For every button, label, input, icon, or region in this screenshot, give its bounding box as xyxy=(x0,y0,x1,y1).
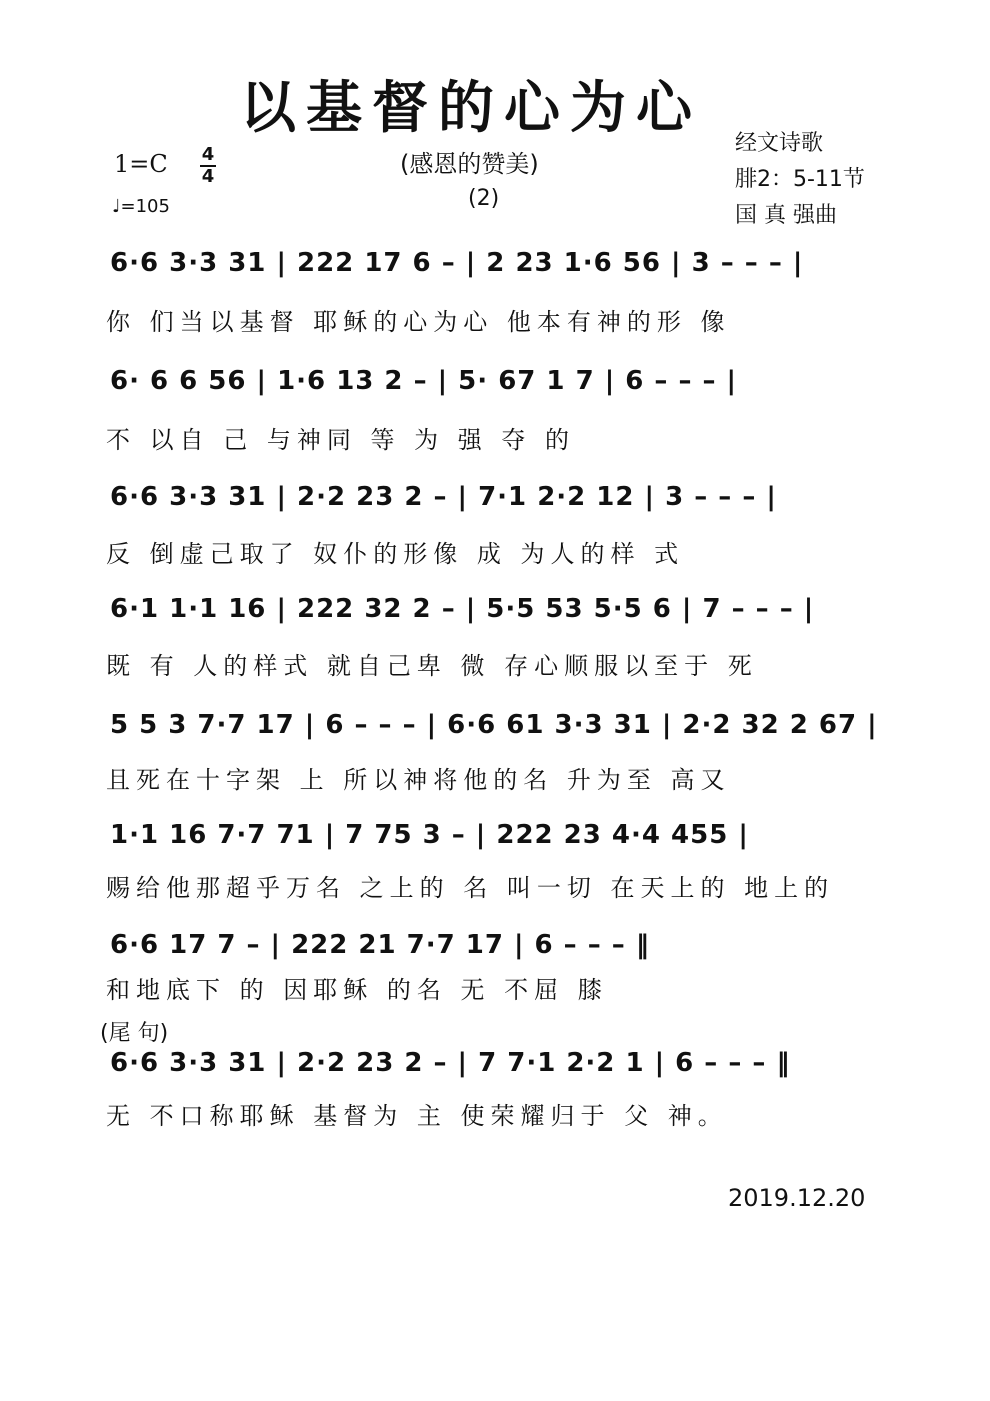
tempo-marking: ♩=105 xyxy=(112,196,170,217)
score-date: 2019.12.20 xyxy=(728,1184,866,1212)
coda-label: (尾 句) xyxy=(100,1021,169,1046)
time-signature-top: 4 xyxy=(201,144,215,165)
lyrics-row-6: 赐给他那超乎万名 之上的 名 叫一切 在天上的 地上的 xyxy=(106,874,835,902)
credit-scripture: 腓2：5-11节 xyxy=(735,167,865,192)
credits xyxy=(735,126,865,234)
key-signature: 1=C xyxy=(114,150,168,178)
notation-row-6: 1·1 16 7·7 71 | 7 75 3 – | 222 23 4·4 455 | xyxy=(110,820,749,850)
song-subtitle: (感恩的赞美) xyxy=(400,150,539,178)
lyrics-row-2: 不 以自 己 与神同 等 为 强 夺 的 xyxy=(106,426,576,454)
notation-row-2: 6· 6 6 56 | 1·6 13 2 – | 5· 67 1 7 | 6 – – – | xyxy=(110,366,738,396)
credit-genre: 经文诗歌 xyxy=(735,131,824,156)
lyrics-row-4: 既 有 人的样式 就自己卑 微 存心顺服以至于 死 xyxy=(106,652,758,680)
lyrics-row-3: 反 倒虚己取了 奴仆的形像 成 为人的样 式 xyxy=(106,540,685,568)
lyrics-row-5: 且死在十字架 上 所以神将他的名 升为至 高又 xyxy=(106,766,731,794)
notation-row-3: 6·6 3·3 31 | 2·2 23 2 – | 7·1 2·2 12 | 3 – – – | xyxy=(110,482,777,512)
lyrics-row-8: 无 不口称耶稣 基督为 主 使荣耀归于 父 神。 xyxy=(106,1102,728,1130)
song-title: 以基督的心为心 xyxy=(240,75,702,141)
notation-row-7: 6·6 17 7 – | 222 21 7·7 17 | 6 – – – ‖ xyxy=(110,930,650,960)
lyrics-row-7: 和地底下 的 因耶稣 的名 无 不屈 膝 xyxy=(106,976,608,1004)
credit-composer: 国 真 强曲 xyxy=(735,203,837,228)
notation-row-8: 6·6 3·3 31 | 2·2 23 2 – | 7 7·1 2·2 1 | 6 – – – ‖ xyxy=(110,1048,791,1078)
lyrics-row-1: 你 们当以基督 耶稣的心为心 他本有神的形 像 xyxy=(106,308,731,336)
time-signature xyxy=(200,146,216,186)
part-number: (2) xyxy=(468,186,500,211)
notation-row-1: 6·6 3·3 31 | 222 17 6 – | 2 23 1·6 56 | 3 – – – | xyxy=(110,248,804,278)
notation-row-5: 5 5 3 7·7 17 | 6 – – – | 6·6 61 3·3 31 | 2·2 32 2 67 | xyxy=(110,710,878,740)
notation-row-4: 6·1 1·1 16 | 222 32 2 – | 5·5 53 5·5 6 | 7 – – – | xyxy=(110,594,815,624)
time-signature-bottom: 4 xyxy=(201,166,215,187)
